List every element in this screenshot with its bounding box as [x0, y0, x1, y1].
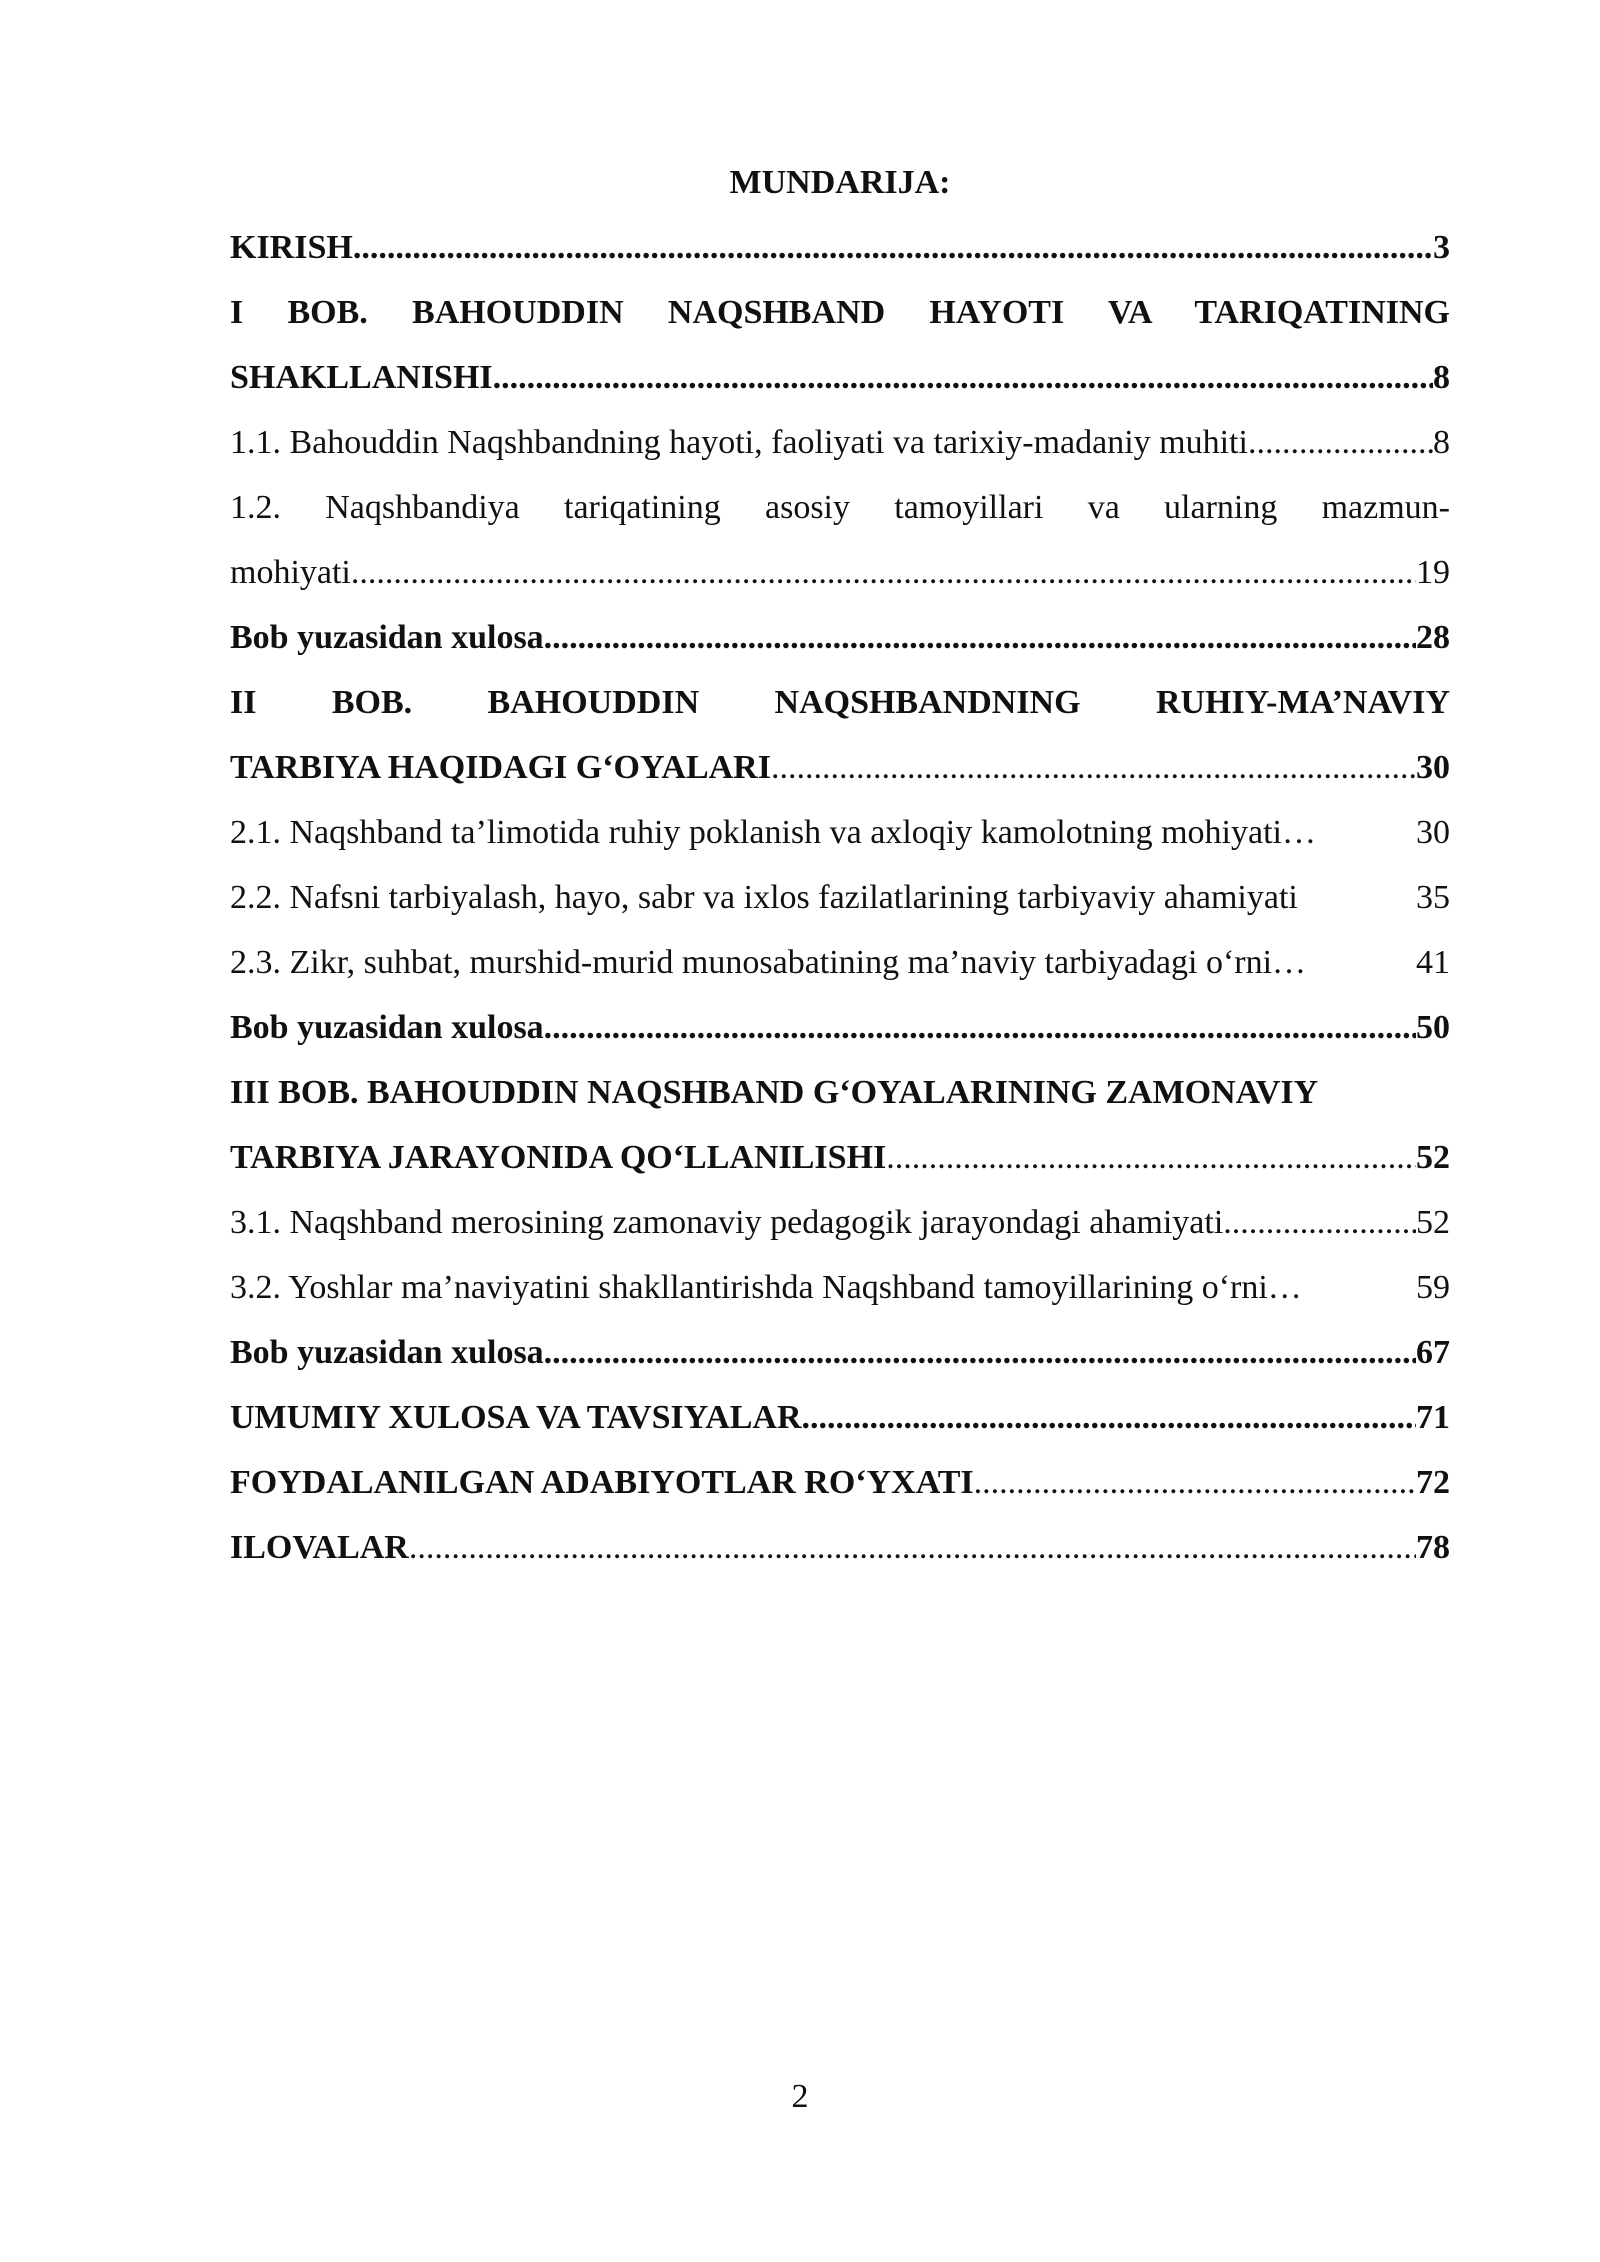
toc-page-number: 30 [1416, 814, 1450, 851]
toc-entry-section-2-1[interactable] [230, 800, 1450, 865]
toc-entry-label: Bob yuzasidan xulosa [230, 619, 544, 656]
toc-entry-chapter-3[interactable] [230, 1060, 1450, 1190]
toc-entry-chapter-2-conclusion[interactable] [230, 995, 1450, 1060]
toc-leader-dots [1248, 410, 1433, 475]
toc-leader-dots [544, 1320, 1416, 1385]
toc-entry-chapter-1-conclusion[interactable] [230, 605, 1450, 670]
toc-page-number: 50 [1416, 1009, 1450, 1046]
toc-page-number: 8 [1433, 359, 1450, 396]
toc-page-number: 71 [1416, 1399, 1450, 1436]
toc-leader-dots [493, 345, 1433, 410]
toc-leader-dots [771, 735, 1416, 800]
toc-page-number: 3 [1433, 229, 1450, 266]
toc-entry-section-3-2[interactable] [230, 1255, 1450, 1320]
toc-entry-label: FOYDALANILGAN ADABIYOTLAR RO‘YXATI [230, 1464, 974, 1501]
toc-entry-label: SHAKLLANISHI [230, 359, 493, 396]
page-title: MUNDARIJA: [729, 164, 951, 201]
toc-entry-label-line1: III BOB. BAHOUDDIN NAQSHBAND G‘OYALARINING ZAMONAVIY [230, 1074, 1319, 1111]
toc-page-number: 19 [1416, 554, 1450, 591]
toc-page-number: 78 [1416, 1529, 1450, 1566]
toc-entry-label: 3.2. Yoshlar ma’naviyatini shakllantirishda Naqshband tamoyillarining o‘rni… [230, 1269, 1302, 1306]
toc-entry-label: Bob yuzasidan xulosa [230, 1009, 544, 1046]
toc-entry-appendices[interactable] [230, 1515, 1450, 1580]
toc-page-number: 59 [1416, 1269, 1450, 1306]
toc-leader-dots [1223, 1190, 1416, 1255]
toc-entry-section-2-2[interactable] [230, 865, 1450, 930]
toc-entry-label: KIRISH [230, 229, 353, 266]
toc-entry-label-line1: II BOB. BAHOUDDIN NAQSHBANDNING RUHIY-MA’NAVIY [230, 684, 1450, 721]
toc-entry-label: Bob yuzasidan xulosa [230, 1334, 544, 1371]
toc-entry-label: 1.1. Bahouddin Naqshbandning hayoti, faoliyati va tarixiy-madaniy muhiti [230, 424, 1248, 461]
toc-page-number: 52 [1416, 1139, 1450, 1176]
toc-entry-label: mohiyati [230, 554, 351, 591]
toc-entry-bibliography[interactable] [230, 1450, 1450, 1515]
toc-page-number: 35 [1416, 879, 1450, 916]
toc-entry-chapter-1[interactable] [230, 280, 1450, 410]
toc-entry-label-line1: 1.2. Naqshbandiya tariqatining asosiy tamoyillari va ularning mazmun- [230, 489, 1450, 526]
toc-leader-dots [544, 605, 1416, 670]
toc-page-number: 30 [1416, 749, 1450, 786]
toc-entry-label-line1: I BOB. BAHOUDDIN NAQSHBAND HAYOTI VA TARIQATINING [230, 294, 1450, 331]
page-number: 2 [791, 2078, 809, 2115]
toc-entry-section-3-1[interactable] [230, 1190, 1450, 1255]
toc-entry-label: 2.1. Naqshband ta’limotida ruhiy poklanish va axloqiy kamolotning mohiyati… [230, 814, 1316, 851]
toc-entry-general-conclusion[interactable] [230, 1385, 1450, 1450]
toc-page-number: 41 [1416, 944, 1450, 981]
toc-page-number: 52 [1416, 1204, 1450, 1241]
toc-page-number: 72 [1416, 1464, 1450, 1501]
toc-entry-label: ILOVALAR [230, 1529, 409, 1566]
toc-leader-dots [886, 1125, 1416, 1190]
toc-leader-dots [802, 1385, 1416, 1450]
toc-leader-dots [353, 215, 1433, 280]
toc-entry-label: 2.2. Nafsni tarbiyalash, hayo, sabr va ixlos fazilatlarining tarbiyaviy ahamiyati [230, 879, 1298, 916]
toc-leader-dots [351, 540, 1416, 605]
toc-entry-label: 2.3. Zikr, suhbat, murshid-murid munosabatining ma’naviy tarbiyadagi o‘rni… [230, 944, 1307, 981]
toc-entry-label: TARBIYA JARAYONIDA QO‘LLANILISHI [230, 1139, 887, 1176]
toc-entry-chapter-2[interactable] [230, 670, 1450, 800]
toc-entry-label: TARBIYA HAQIDAGI G‘OYALARI [230, 749, 771, 786]
toc-page-number: 67 [1416, 1334, 1450, 1371]
toc-entry-section-1-2[interactable] [230, 475, 1450, 605]
toc-entry-chapter-3-conclusion[interactable] [230, 1320, 1450, 1385]
toc-entry-section-2-3[interactable] [230, 930, 1450, 995]
toc-leader-dots [544, 995, 1416, 1060]
table-of-contents [230, 150, 1450, 1580]
toc-entry-kirish[interactable] [230, 215, 1450, 280]
toc-page-number: 8 [1433, 424, 1450, 461]
toc-leader-dots [974, 1450, 1416, 1515]
toc-entry-section-1-1[interactable] [230, 410, 1450, 475]
toc-entry-label: 3.1. Naqshband merosining zamonaviy pedagogik jarayondagi ahamiyati [230, 1204, 1224, 1241]
toc-page-number: 28 [1416, 619, 1450, 656]
toc-entry-label: UMUMIY XULOSA VA TAVSIYALAR [230, 1399, 802, 1436]
toc-leader-dots [409, 1515, 1416, 1580]
